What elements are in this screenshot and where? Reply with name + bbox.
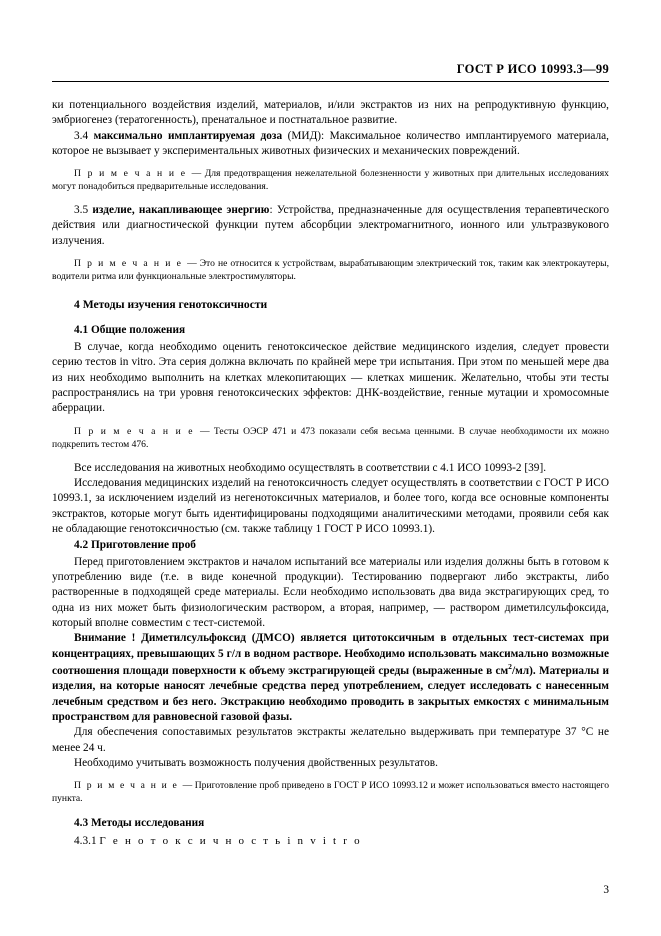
standard-identifier: ГОСТ Р ИСО 10993.3—99	[456, 62, 609, 76]
definition-3-5-text: : Устройства, предназначенные для осуществления терапевтического действия или диагностической функции путем абсорбции электромагнитного, ионного или ультразвукового излучения.	[52, 204, 609, 247]
note-1-label: П р и м е ч а н и е	[74, 168, 192, 180]
definition-3-5-number: 3.5	[74, 204, 93, 217]
warning-text-part2: /мл). Материалы и изделия, на которые наносят лечебные средства перед употреблением, следует исследовать с нанесенным лечебным средством и без него. Экстракцию необходимо проводить в закрытых емкостях с минимальным пространством для равновесной газовой фазы.	[52, 664, 609, 724]
paragraph-4-1-2: Все исследования на животных необходимо осуществлять в соответствии с 4.1 ИСО 10993-2 [39].	[74, 461, 547, 474]
paragraph-4-1-3: Исследования медицинских изделий на генотоксичность следует осуществлять в соответствии с ГОСТ Р ИСО 10993.1, за исключением изделий из негенотоксичных материалов, и более того, когда все основные компоненты экстрактов, которые могут быть идентифицированы подходящими аналитическими методами, проявили себя как не обладающие генотоксичностью (см. также таблицу 1 ГОСТ Р ИСО 10993.1).	[52, 476, 609, 535]
definition-3-5	[52, 203, 609, 249]
section-heading-4-2: 4.2 Приготовление проб	[74, 539, 196, 552]
definition-3-4-term: максимально имплантируемая доза	[93, 129, 283, 142]
definition-3-5-term: изделие, накапливающее энергию	[92, 204, 270, 217]
paragraph-4-1-1: В случае, когда необходимо оценить генотоксическое действие медицинского изделия, следует провести серию тестов in vitro. Эта серия должна включать по крайней мере три испытания. При этом по меньшей мере два из них необходимо выполнить на клетках млекопитающих — клетках мишеник. Желательно, чтобы эти тесты распространялись на три уровня генотоксических эффектов: ДНК-воздействие, генные мутации и хромосомные аберрации.	[52, 341, 609, 415]
page-header	[52, 0, 609, 77]
paragraph-4-2-2: Для обеспечения сопоставимых результатов экстракты желательно выдерживать при температуре 37 °С не менее 24 ч.	[52, 726, 609, 754]
subsection-4-3-1-number: 4.3.1	[74, 834, 100, 847]
note-3-label: П р и м е ч а н и е	[74, 425, 201, 437]
definition-3-4	[52, 129, 609, 160]
section-heading-4-1: 4.1 Общие положения	[74, 323, 186, 336]
page-number: 3	[603, 884, 609, 896]
paragraph-4-2-3: Необходимо учитывать возможность получения двойственных результатов.	[74, 757, 438, 770]
note-2-label: П р и м е ч а н и е	[74, 258, 188, 270]
note-1-text: — Для предотвращения нежелательной болезненности у животных при длительных исследованиях могут понадобиться предварительные исследования.	[52, 168, 609, 193]
note-1	[52, 168, 609, 194]
warning-text-part1: Внимание ! Диметилсульфоксид (ДМСО) является цитотоксичным в отдельных тест-системах при концентрациях, превышающих 5 г/л в водном растворе. Необходимо использовать максимально возможные соотношения площади поверхности к объему экстрагирующей среды (выраженные в см	[52, 632, 609, 677]
note-2	[52, 258, 609, 284]
note-3-text: — Тесты ОЭСР 471 и 473 показали себя весьма ценными. В случае необходимости их можно подкрепить тестом 476.	[52, 425, 609, 450]
note-2-text: — Это не относится к устройствам, вырабатывающим электрический ток, таким как электрокаутеры, водители ритма или функциональные электростимуляторы.	[52, 258, 609, 283]
warning-superscript: 2	[508, 662, 512, 672]
paragraph-continued: ки потенциального воздействия изделий, материалов, и/или экстрактов из них на репродуктивную функцию, эмбриогенез (тератогенность), пренатальное и постнатальное развитие.	[52, 99, 609, 127]
subsection-4-3-1	[52, 834, 609, 849]
note-3	[52, 426, 609, 452]
document-body	[52, 98, 609, 849]
definition-3-4-text: (МИД): Максимальное количество имплантируемого материала, которое не вызывает у экспериментальных животных физических и механических повреждений.	[52, 129, 609, 158]
header-divider	[52, 81, 609, 82]
paragraph-4-2-1: Перед приготовлением экстрактов и началом испытаний все материалы или изделия должны быть в готовом к употреблению виде (т.е. в виде конечной продукции). Тестированию подвергают либо экстракты, либо растворенные в подходящей среде материалы. Если необходимо использовать два вида экстрагирующих сред, то одна из них может быть физиологическим раствором, а вторая, например, — раствором диметилсульфоксида, который вполне совместим с тест-системой.	[52, 555, 609, 630]
section-heading-4-3: 4.3 Методы исследования	[74, 817, 205, 830]
warning-paragraph	[52, 631, 609, 725]
note-4	[52, 780, 609, 806]
subsection-4-3-1-title: Г е н о т о к с и ч н о с т ь i n v i t r o	[99, 834, 362, 847]
note-4-label: П р и м е ч а н и е	[74, 780, 183, 792]
note-4-text: — Приготовление проб приведено в ГОСТ Р ИСО 10993.12 и может использоваться вместо настоящего пункта.	[52, 780, 609, 805]
definition-3-4-number: 3.4	[74, 129, 94, 142]
section-heading-4: 4 Методы изучения генотоксичности	[74, 297, 268, 311]
